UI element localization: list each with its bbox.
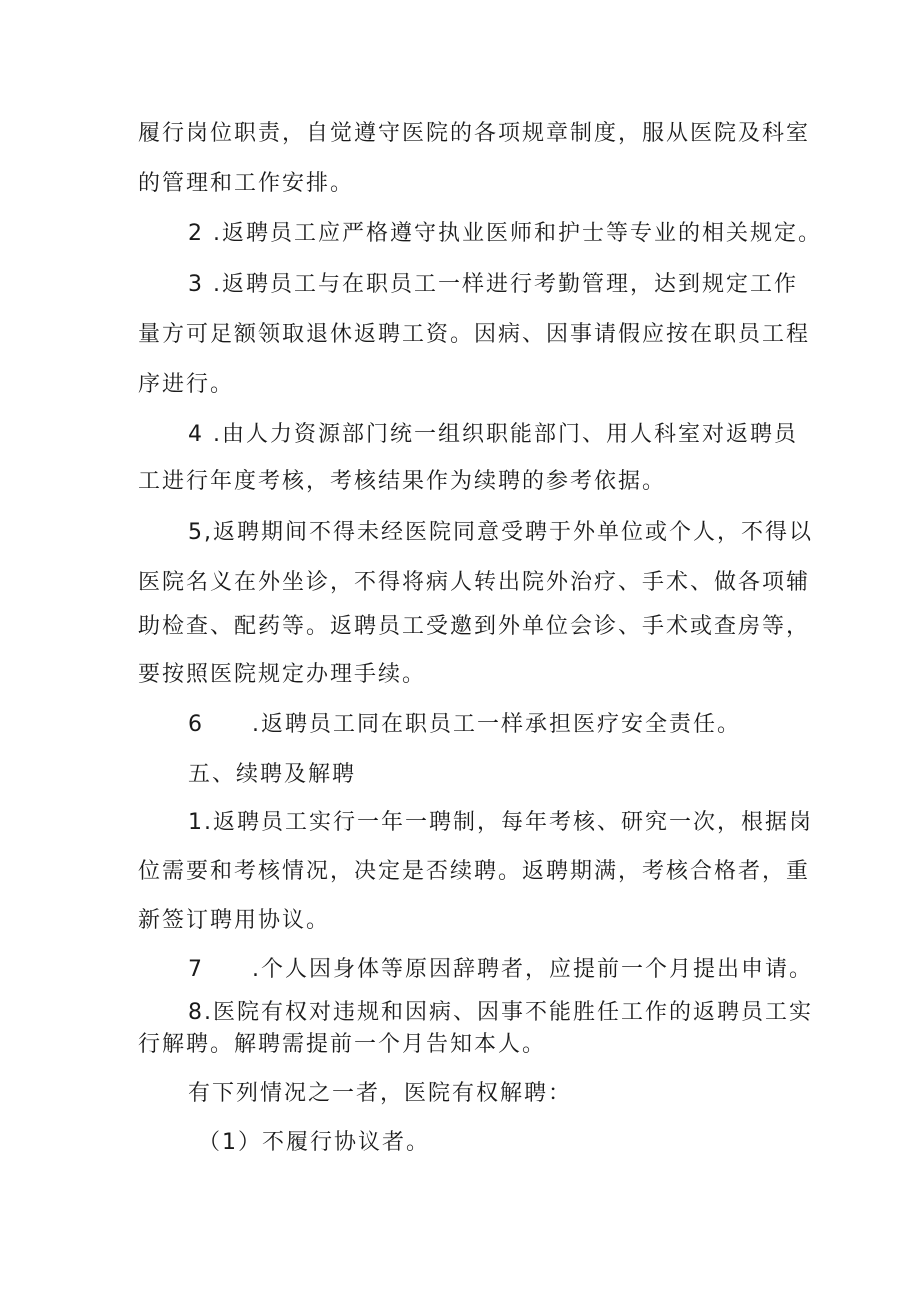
text-line: 3 .返聘员工与在职员工一样进行考勤管理，达到规定工作: [188, 272, 798, 297]
text-line: 有下列情况之一者，医院有权解聘：: [188, 1081, 573, 1106]
text-line: 的管理和工作安排。: [138, 171, 355, 196]
text-line: 新签订聘用协议。: [138, 908, 331, 933]
text-line: 行解聘。解聘需提前一个月告知本人。: [138, 1032, 547, 1057]
section-heading: 五、续聘及解聘: [188, 762, 357, 787]
text-line: 医院名义在外坐诊，不得将病人转出院外治疗、手术、做各项辅: [138, 570, 811, 595]
text-line: 位需要和考核情况，决定是否续聘。返聘期满，考核合格者，重: [138, 859, 811, 884]
text-line: 6 .返聘员工同在职员工一样承担医疗安全责任。: [188, 712, 741, 737]
text-line: 量方可足额领取退休返聘工资。因病、因事请假应按在职员工程: [138, 322, 811, 347]
text-line: 要按照医院规定办理手续。: [138, 662, 427, 687]
text-line: 5,返聘期间不得未经医院同意受聘于外单位或个人，不得以: [188, 520, 813, 545]
text-line: 序进行。: [138, 372, 235, 397]
text-line: 4 .由人力资源部门统一组织职能部门、用人科室对返聘员: [188, 422, 798, 447]
text-line: 1.返聘员工实行一年一聘制，每年考核、研究一次，根据岗: [188, 810, 813, 835]
text-line: 工进行年度考核，考核结果作为续聘的参考依据。: [138, 469, 667, 494]
text-line: 履行岗位职责，自觉遵守医院的各项规章制度，服从医院及科室: [138, 121, 811, 146]
text-line: 2 .返聘员工应严格遵守执业医师和护士等专业的相关规定。: [188, 221, 822, 246]
text-line: （1）不履行协议者。: [198, 1130, 430, 1155]
text-line: 8.医院有权对违规和因病、因事不能胜任工作的返聘员工实: [188, 1000, 813, 1025]
text-line: 7 .个人因身体等原因辞聘者，应提前一个月提出申请。: [188, 957, 813, 982]
text-line: 助检查、配药等。返聘员工受邀到外单位会诊、手术或查房等，: [138, 614, 811, 639]
